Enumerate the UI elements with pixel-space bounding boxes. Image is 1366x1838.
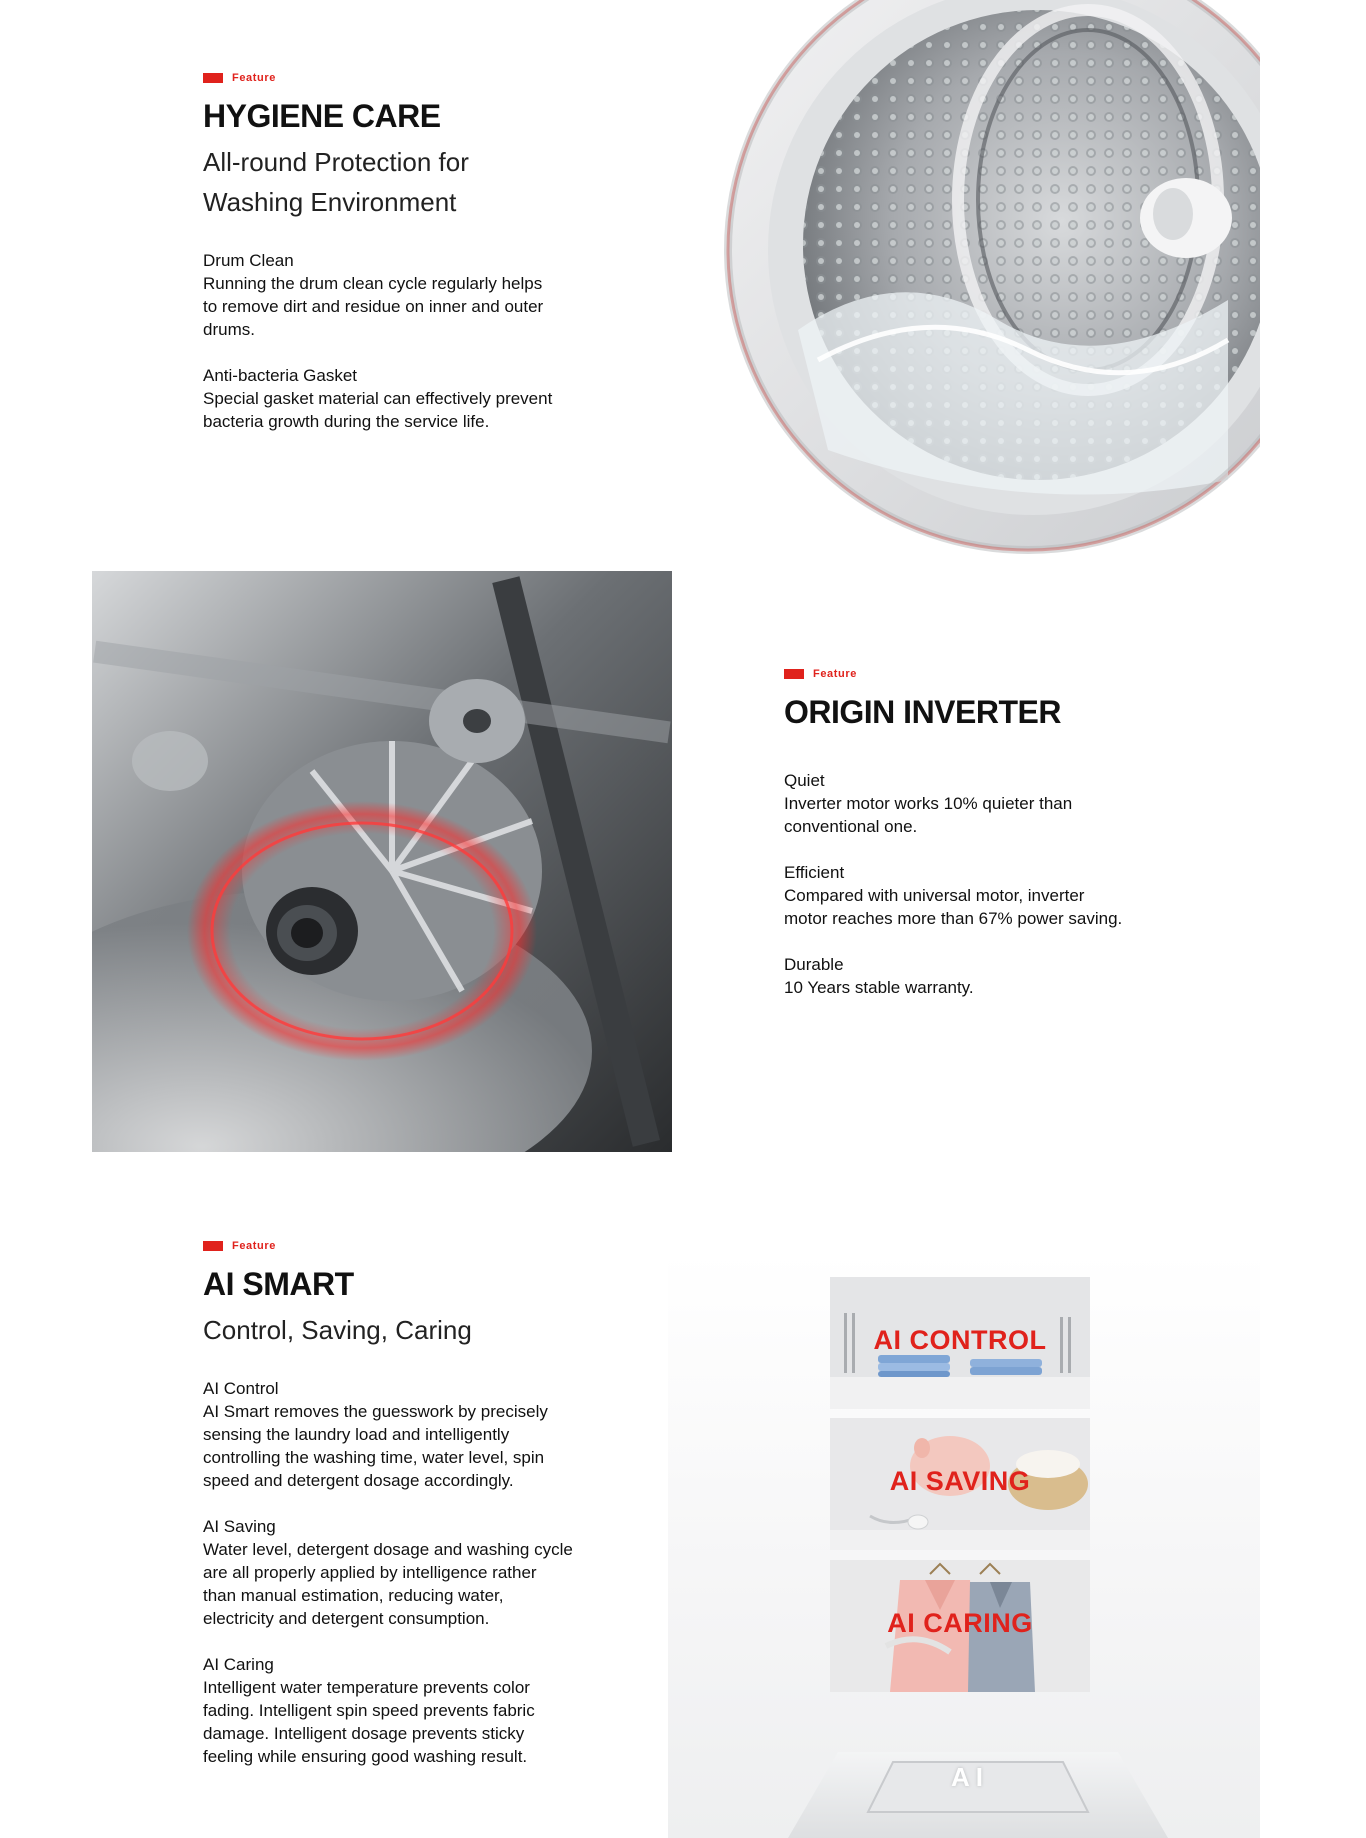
feature-item-drum-clean: [203, 249, 558, 341]
feature-item-body: Inverter motor works 10% quieter than conventional one.: [784, 794, 1073, 836]
feature-tag: [203, 1240, 276, 1252]
feature-item-ai-control: [203, 1377, 573, 1492]
hygiene-care-title: HYGIENE CARE: [203, 98, 441, 134]
origin-inverter-title: ORIGIN INVERTER: [784, 694, 1061, 730]
feature-item-body: Compared with universal motor, inverter motor reaches more than 67% power saving.: [784, 886, 1123, 928]
feature-item-title: Durable: [784, 955, 844, 974]
feature-item-title: Anti-bacteria Gasket: [203, 366, 358, 385]
feature-item-anti-bacteria-gasket: [203, 364, 558, 433]
feature-item-body: Running the drum clean cycle regularly helps to remove dirt and residue on inner and outer drums.: [203, 274, 544, 339]
inverter-motor-image: [92, 571, 672, 1152]
hygiene-subtitle-line-1: All-round Protection for: [203, 147, 469, 177]
feature-tag-bar: [784, 669, 804, 679]
feature-item-body: Water level, detergent dosage and washing cycle are all properly applied by intelligence rather than manual estimation, reducing water, electricity and detergent consumption.: [203, 1540, 573, 1628]
feature-item-body: AI Smart removes the guesswork by precisely sensing the laundry load and intelligently controlling the washing time, water level, spin speed and detergent dosage accordingly.: [203, 1402, 548, 1490]
feature-item-title: Efficient: [784, 863, 845, 882]
washing-drum-image: [668, 0, 1260, 572]
ai-control-panel: [830, 1277, 1090, 1409]
hygiene-care-subtitle: [203, 142, 623, 222]
feature-item-durable: [784, 953, 1124, 999]
feature-item-body: Special gasket material can effectively prevent bacteria growth during the service life.: [203, 389, 553, 431]
feature-tag-bar: [203, 73, 223, 83]
feature-item-ai-caring: [203, 1653, 573, 1768]
feature-item-title: AI Saving: [203, 1517, 276, 1536]
ai-smart-title: AI SMART: [203, 1266, 354, 1302]
hygiene-subtitle-line-2: Washing Environment: [203, 187, 457, 217]
feature-item-title: Drum Clean: [203, 251, 294, 270]
ai-smart-subtitle: Control, Saving, Caring: [203, 1315, 472, 1345]
feature-tag: [784, 668, 857, 680]
feature-item-title: Quiet: [784, 771, 825, 790]
inverter-description: [784, 769, 1124, 1022]
ai-smart-description: [203, 1377, 573, 1791]
feature-item-body: Intelligent water temperature prevents color fading. Intelligent spin speed prevents fabric damage. Intelligent dosage prevents sticky feeling while ensuring good washing result.: [203, 1678, 535, 1766]
feature-item-title: AI Control: [203, 1379, 279, 1398]
feature-item-quiet: [784, 769, 1124, 838]
ai-saving-panel: [830, 1418, 1090, 1550]
ai-chip-label: AI: [951, 1762, 989, 1792]
ai-caring-label: AI CARING: [887, 1608, 1033, 1638]
ai-saving-label: AI SAVING: [889, 1466, 1031, 1496]
feature-tag-bar: [203, 1241, 223, 1251]
feature-tag-label: Feature: [232, 72, 276, 84]
feature-item-ai-saving: [203, 1515, 573, 1630]
feature-tag-label: Feature: [232, 1240, 276, 1252]
ai-control-label: AI CONTROL: [873, 1325, 1047, 1355]
feature-tag-label: Feature: [813, 668, 857, 680]
ai-caring-panel: [830, 1560, 1090, 1692]
washing-drum-illustration: [668, 0, 1260, 572]
inverter-motor-illustration: [92, 571, 672, 1152]
hygiene-description: [203, 249, 558, 456]
feature-item-body: 10 Years stable warranty.: [784, 978, 974, 997]
feature-item-efficient: [784, 861, 1124, 930]
feature-tag: [203, 72, 276, 84]
feature-item-title: AI Caring: [203, 1655, 274, 1674]
